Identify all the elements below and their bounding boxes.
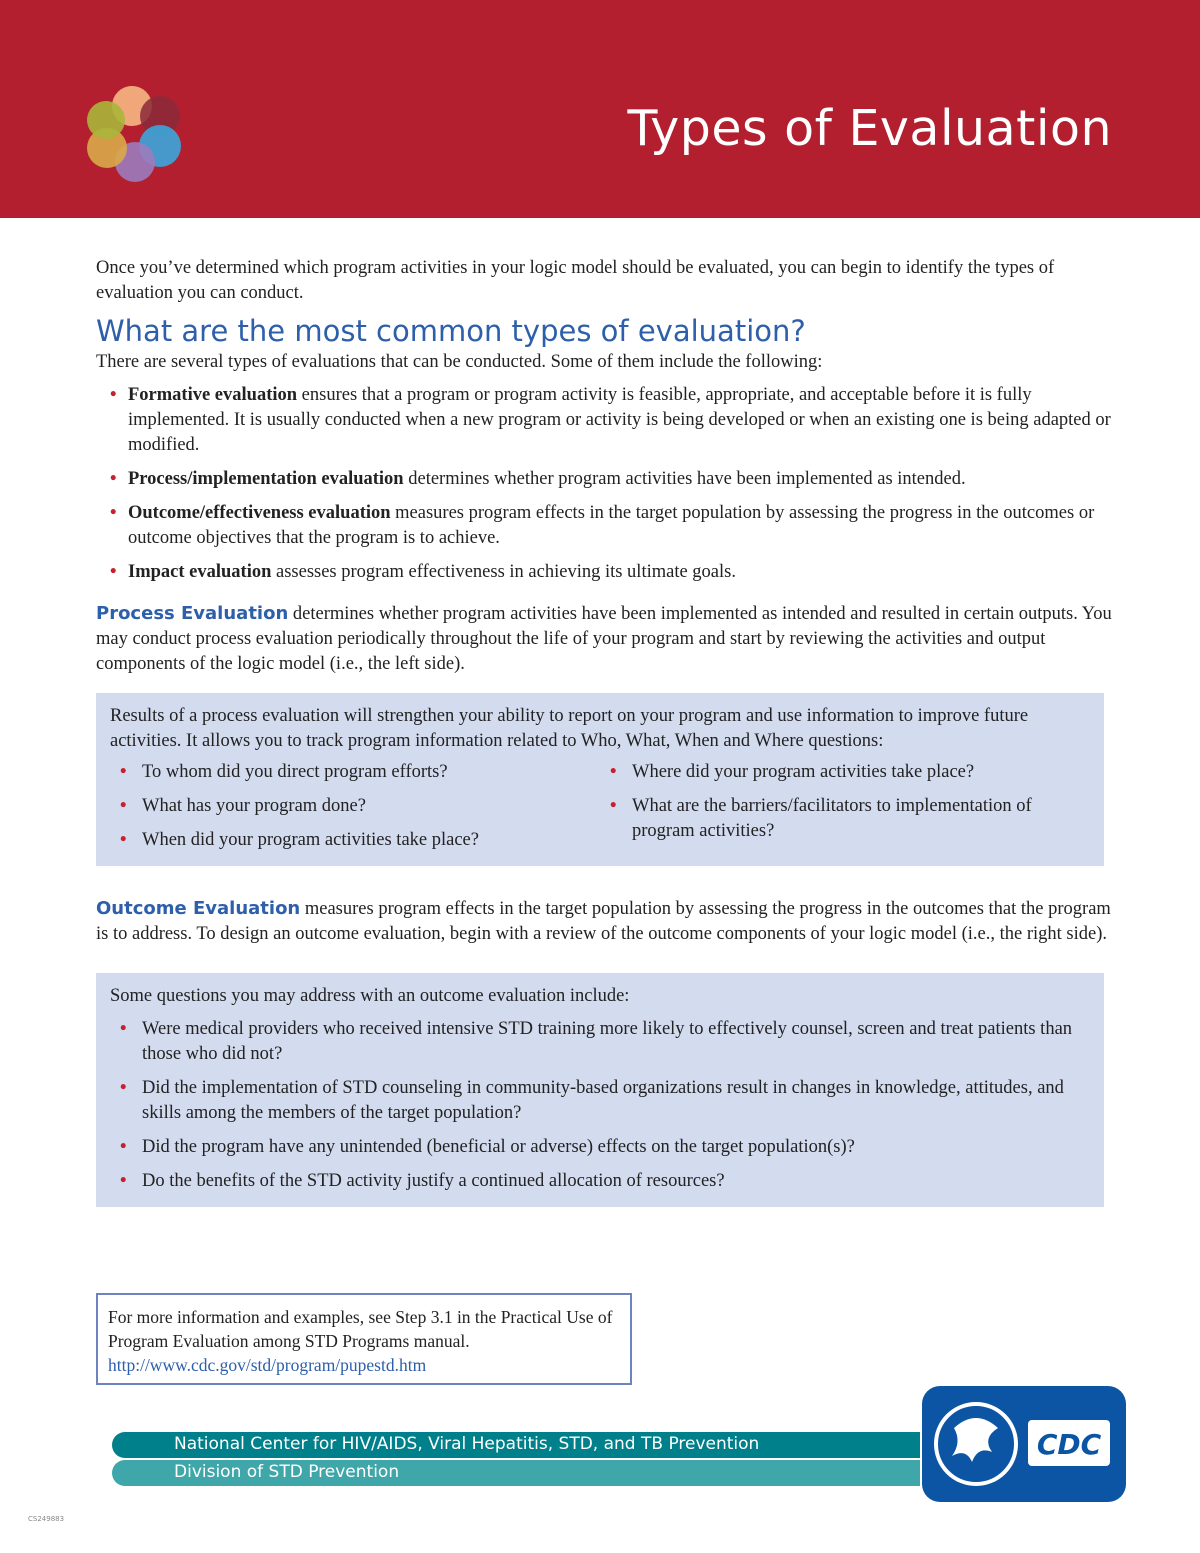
section-lead: There are several types of evaluations that can be conducted. Some of them include the following: <box>96 352 823 372</box>
bullet-icon: • <box>610 796 617 816</box>
footer-band-center <box>112 1432 920 1458</box>
question: To whom did you direct program efforts? <box>142 762 448 782</box>
list-item <box>110 760 600 785</box>
list-item <box>96 560 1116 585</box>
cdc-hhs-logo-icon <box>922 1386 1126 1502</box>
outcome-box-intro: Some questions you may address with an outcome evaluation include: <box>110 986 630 1006</box>
question: What has your program done? <box>142 796 366 816</box>
question: Did the implementation of STD counseling in community-based organizations result in changes in knowledge, attitudes, and skills among the members of the target population? <box>142 1078 1064 1123</box>
question: What are the barriers/facilitators to implementation of program activities? <box>632 796 1032 841</box>
bullet-icon: • <box>110 469 117 489</box>
section-heading: What are the most common types of evaluation? <box>96 314 806 348</box>
outcome-paragraph <box>96 896 1116 947</box>
term: Formative evaluation <box>128 385 298 405</box>
question: Did the program have any unintended (beneficial or adverse) effects on the target population(s)? <box>142 1137 855 1157</box>
footer-band-division <box>112 1460 920 1486</box>
definition: ensures that a program or program activity is feasible, appropriate, and acceptable before it is fully implemented. It is usually conducted when a new program or activity is being developed or when an existing one is being adapted or modified. <box>128 385 1111 455</box>
document-code: CS249883 <box>28 1515 65 1523</box>
bullet-icon: • <box>110 562 117 582</box>
process-paragraph <box>96 601 1116 677</box>
list-item <box>600 794 1090 844</box>
bullet-icon: • <box>120 1171 127 1191</box>
process-box <box>96 693 1104 866</box>
list-item <box>110 1076 1090 1126</box>
question: When did your program activities take place? <box>142 830 479 850</box>
bullet-icon: • <box>120 1078 127 1098</box>
list-item <box>96 467 1116 492</box>
page-title: Types of Evaluation <box>627 100 1112 157</box>
term: Outcome/effectiveness evaluation <box>128 503 391 523</box>
footer-division-text: Division of STD Prevention <box>174 1462 400 1482</box>
outcome-text: measures program effects in the target population by assessing the progress in the outcomes that the program is to address. To design an outcome evaluation, begin with a review of the outcome components of your logic model (i.e., the right side). <box>96 899 1111 944</box>
outcome-label: Outcome Evaluation <box>96 898 301 919</box>
footer-center-text: National Center for HIV/AIDS, Viral Hepatitis, STD, and TB Prevention <box>174 1434 760 1454</box>
question: Were medical providers who received intensive STD training more likely to effectively counsel, screen and treat patients than those who did not? <box>142 1019 1073 1064</box>
list-item <box>110 1169 1090 1194</box>
process-box-intro: Results of a process evaluation will strengthen your ability to report on your program and use information to improve future activities. It allows you to track program information related to Who, What, When and Where questions: <box>110 706 1029 751</box>
outcome-questions <box>110 1017 1090 1194</box>
bullet-icon: • <box>120 762 127 782</box>
main-content <box>96 256 1116 1207</box>
process-text: determines whether program activities have been implemented as intended and resulted in certain outputs. You may conduct process evaluation periodically throughout the life of your program and start by reviewing the activities and output components of the logic model (i.e., the left side). <box>96 604 1112 674</box>
bullet-icon: • <box>610 762 617 782</box>
header-banner <box>0 0 1200 218</box>
more-info-text: For more information and examples, see Step 3.1 in the Practical Use of Program Evaluation among STD Programs manual. <box>108 1307 613 1351</box>
question: Where did your program activities take place? <box>632 762 975 782</box>
process-label: Process Evaluation <box>96 603 289 624</box>
list-item <box>110 794 600 819</box>
outcome-box <box>96 973 1104 1207</box>
definition: measures program effects in the target population by assessing the progress in the outcomes or outcome objectives that the program is to achieve. <box>128 503 1095 548</box>
list-item <box>96 383 1116 458</box>
circles-logo-icon <box>80 78 190 188</box>
cdc-text: CDC <box>1036 1428 1102 1461</box>
process-questions-left <box>110 760 600 853</box>
list-item <box>110 828 600 853</box>
more-info-box <box>96 1293 632 1385</box>
term: Process/implementation evaluation <box>128 469 404 489</box>
term: Impact evaluation <box>128 562 272 582</box>
bullet-icon: • <box>120 830 127 850</box>
bullet-icon: • <box>120 1137 127 1157</box>
list-item <box>110 1135 1090 1160</box>
evaluation-types-list <box>96 383 1116 585</box>
list-item <box>110 1017 1090 1067</box>
definition: determines whether program activities have been implemented as intended. <box>403 469 966 489</box>
definition: assesses program effectiveness in achieving its ultimate goals. <box>271 562 736 582</box>
bullet-icon: • <box>110 503 117 523</box>
bullet-icon: • <box>120 796 127 816</box>
list-item <box>96 501 1116 551</box>
bullet-icon: • <box>110 385 117 405</box>
question: Do the benefits of the STD activity justify a continued allocation of resources? <box>142 1171 725 1191</box>
list-item <box>600 760 1090 785</box>
bullet-icon: • <box>120 1019 127 1039</box>
process-questions-right <box>600 760 1090 844</box>
more-info-link[interactable]: http://www.cdc.gov/std/program/pupestd.htm <box>108 1355 427 1375</box>
intro-paragraph: Once you’ve determined which program activities in your logic model should be evaluated, you can begin to identify the types of evaluation you can conduct. <box>96 258 1055 303</box>
